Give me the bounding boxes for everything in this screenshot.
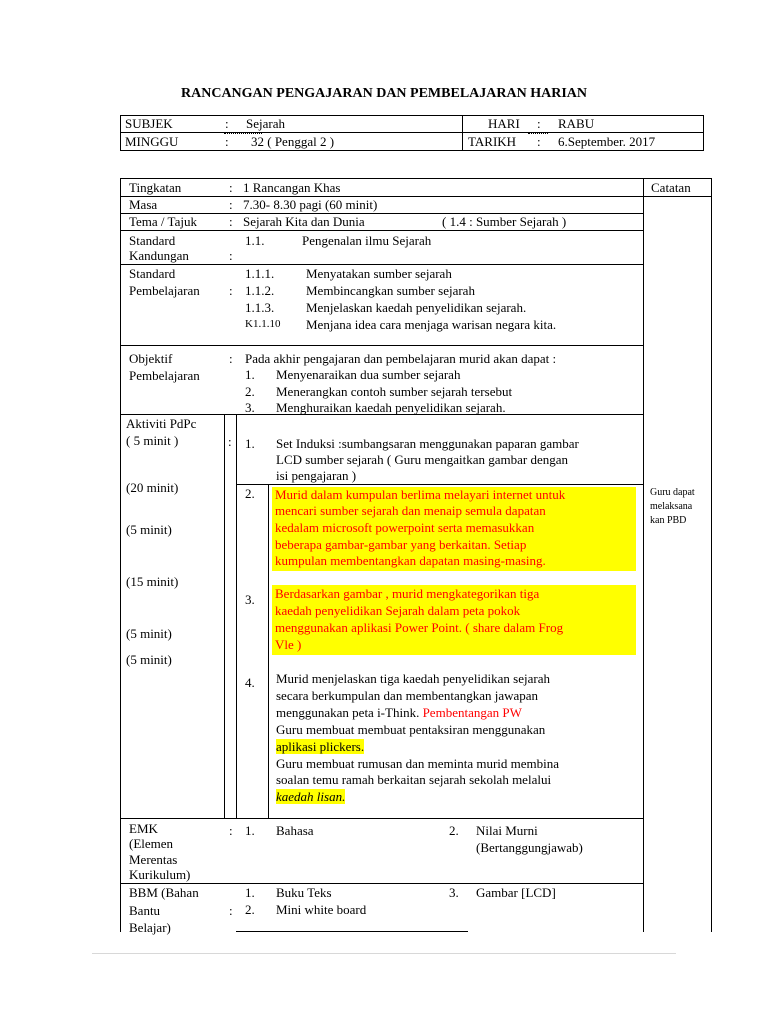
akt2-line: beberapa gambar-gambar yang berkaitan. Setiap: [275, 537, 527, 552]
tingkatan-value: 1 Rancangan Khas: [243, 180, 341, 195]
tema-label: Tema / Tajuk: [129, 214, 197, 229]
bbm-value: Buku Teks: [276, 885, 332, 900]
akt4-line: Guru membuat rumusan dan meminta murid membina: [276, 756, 560, 771]
masa-value: 7.30- 8.30 pagi (60 minit): [243, 197, 378, 212]
akt3-line: kaedah penyelidikan Sejarah dalam peta pokok: [275, 603, 521, 618]
akt-num: 4.: [245, 675, 255, 690]
colon: :: [229, 248, 233, 263]
obj-label: Pembelajaran: [129, 368, 200, 383]
emk-label: Merentas: [129, 852, 178, 867]
sp-num: 1.1.1.: [245, 266, 275, 281]
colon: :: [225, 116, 229, 131]
emk-num: 2.: [449, 823, 459, 838]
hari-label: HARI: [488, 116, 520, 131]
akt4-line: secara berkumpulan dan membentangkan jawapan: [276, 688, 539, 703]
colon: :: [229, 823, 233, 838]
sp-label: Pembelajaran: [129, 283, 200, 298]
akt-time: (5 minit): [126, 522, 172, 537]
tarikh-label: TARIKH: [468, 134, 517, 149]
akt-num: 1.: [245, 436, 255, 451]
colon: :: [229, 283, 233, 298]
akt2-line: kumpulan membentangkan dapatan masing-masing.: [275, 553, 546, 568]
akt4-line: Murid menjelaskan tiga kaedah penyelidikan sejarah: [276, 671, 550, 686]
colon: :: [537, 116, 541, 131]
obj-num: 2.: [245, 384, 255, 399]
akt-label: Aktiviti PdPc: [126, 416, 197, 431]
akt-num: 3.: [245, 592, 255, 607]
akt4-line: menggunakan peta i-Think. Pembentangan PW: [276, 705, 522, 720]
akt3-line: Vle ): [275, 637, 302, 652]
obj-num: 1.: [245, 367, 255, 382]
tema-value: Sejarah Kita dan Dunia: [243, 214, 365, 229]
sp-text: Membincangkan sumber sejarah: [306, 283, 475, 298]
akt-time: (15 minit): [126, 574, 179, 589]
colon: :: [229, 197, 233, 212]
colon: :: [537, 134, 541, 149]
bbm-label: BBM (Bahan: [129, 885, 199, 900]
catatan-label: Catatan: [651, 180, 691, 195]
akt4-line: aplikasi plickers.: [276, 739, 365, 754]
akt-time: ( 5 minit ): [126, 433, 179, 448]
akt-time: (5 minit): [126, 626, 172, 641]
catatan-note: Guru dapat: [650, 487, 695, 498]
page-title: RANCANGAN PENGAJARAN DAN PEMBELAJARAN HARIAN: [181, 86, 587, 101]
emk-label: (Elemen: [129, 836, 174, 851]
sk-label: Kandungan: [129, 248, 189, 263]
bbm-value: Gambar [LCD]: [476, 885, 556, 900]
akt-num: 2.: [245, 486, 255, 501]
emk-value: (Bertanggungjawab): [476, 840, 583, 855]
akt4-line: kaedah lisan.: [276, 789, 346, 804]
obj-num: 3.: [245, 400, 255, 415]
akt-time: (5 minit): [126, 652, 172, 667]
catatan-note: melaksana: [650, 501, 693, 512]
akt2-line: mencari sumber sejarah dan menaip semula dapatan: [275, 503, 546, 518]
akt-time: (20 minit): [126, 480, 179, 495]
akt2-line: Murid dalam kumpulan berlima melayari internet untuk: [275, 487, 566, 502]
akt4-line: soalan temu ramah berkaitan sejarah sekolah melalui: [276, 772, 552, 787]
hari-value: RABU: [558, 116, 595, 131]
obj-text: Menerangkan contoh sumber sejarah tersebut: [276, 384, 513, 399]
tingkatan-label: Tingkatan: [129, 180, 182, 195]
akt1-line: isi pengajaran ): [276, 468, 357, 483]
akt4-line: Guru membuat membuat pentaksiran menggunakan: [276, 722, 546, 737]
akt1-line: Set Induksi :sumbangsaran menggunakan paparan gambar: [276, 436, 579, 451]
sp-label: Standard: [129, 266, 176, 281]
obj-text: Menyenaraikan dua sumber sejarah: [276, 367, 461, 382]
sk-num: 1.1.: [245, 233, 265, 248]
colon: :: [229, 214, 233, 229]
emk-num: 1.: [245, 823, 255, 838]
sk-label: Standard: [129, 233, 176, 248]
sp-text: Menjelaskan kaedah penyelidikan sejarah.: [306, 300, 527, 315]
subjek-value: Sejarah: [246, 116, 285, 131]
minggu-label: MINGGU: [125, 134, 179, 149]
emk-label: Kurikulum): [129, 867, 191, 882]
obj-text: Menghuraikan kaedah penyelidikan sejarah.: [276, 400, 506, 415]
colon: :: [229, 180, 233, 195]
bbm-value: Mini white board: [276, 902, 367, 917]
akt3-line: menggunakan aplikasi Power Point. ( share dalam Frog: [275, 620, 564, 635]
sk-value: Pengenalan ilmu Sejarah: [302, 233, 432, 248]
colon: :: [228, 434, 232, 449]
colon: :: [225, 134, 229, 149]
emk-value: Nilai Murni: [476, 823, 538, 838]
akt2-line: kedalam microsoft powerpoint serta memasukkan: [275, 520, 535, 535]
colon: :: [229, 903, 233, 918]
minggu-value: 32 ( Penggal 2 ): [251, 134, 335, 149]
sp-text: Menjana idea cara menjaga warisan negara kita.: [306, 317, 557, 332]
emk-label: EMK: [129, 821, 158, 836]
akt3-line: Berdasarkan gambar , murid mengkategorikan tiga: [275, 586, 540, 601]
sp-num: 1.1.2.: [245, 283, 275, 298]
catatan-note: kan PBD: [650, 515, 687, 526]
sp-text: Menyatakan sumber sejarah: [306, 266, 452, 281]
akt1-line: LCD sumber sejarah ( Guru mengaitkan gambar dengan: [276, 452, 569, 467]
sp-num: 1.1.3.: [245, 300, 275, 315]
emk-value: Bahasa: [276, 823, 314, 838]
tema-sub: ( 1.4 : Sumber Sejarah ): [442, 214, 567, 229]
tarikh-value: 6.September. 2017: [558, 134, 656, 149]
bbm-num: 3.: [449, 885, 459, 900]
bbm-label: Belajar): [129, 920, 171, 935]
bbm-num: 2.: [245, 902, 255, 917]
subjek-label: SUBJEK: [125, 116, 173, 131]
colon: :: [229, 351, 233, 366]
bbm-num: 1.: [245, 885, 255, 900]
masa-label: Masa: [129, 197, 158, 212]
obj-label: Objektif: [129, 351, 173, 366]
obj-intro: Pada akhir pengajaran dan pembelajaran murid akan dapat :: [245, 351, 557, 366]
sp-num: K1.1.10: [245, 318, 281, 330]
bbm-label: Bantu: [129, 903, 161, 918]
